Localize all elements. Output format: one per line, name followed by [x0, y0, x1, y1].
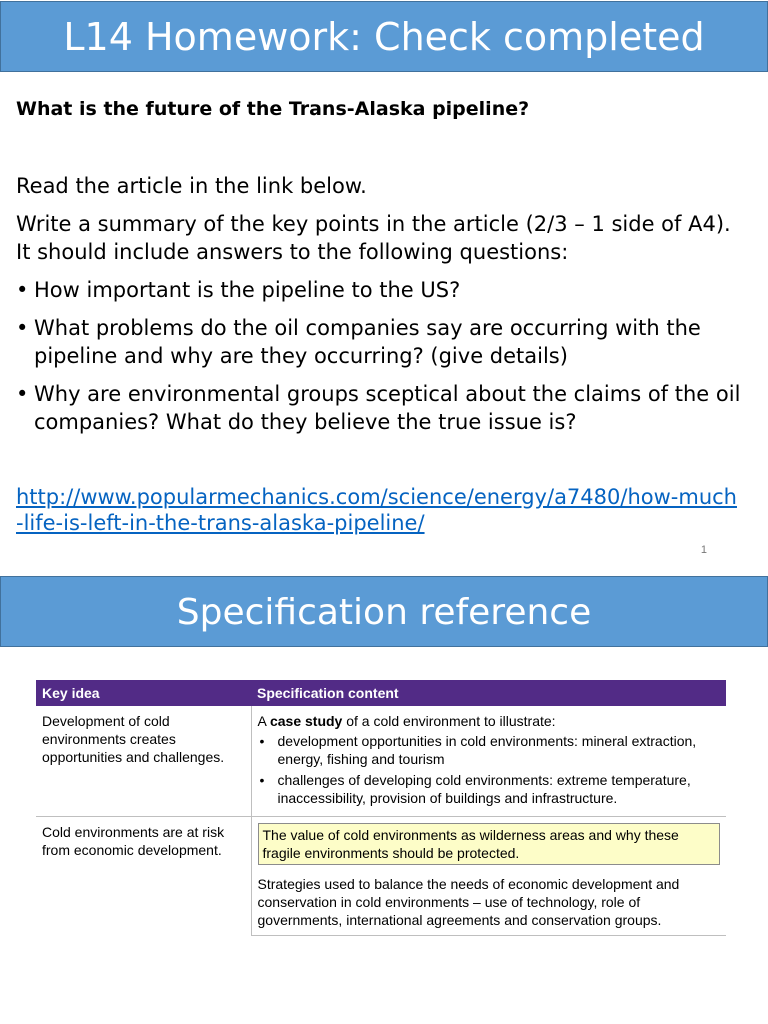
table-header-spec-content: Specification content — [251, 680, 726, 706]
slide-2 — [0, 576, 768, 1024]
list-item — [16, 380, 746, 436]
specification-table — [36, 680, 726, 936]
case-study-bold: case study — [269, 713, 343, 729]
spec-content-cell — [251, 817, 726, 870]
case-study-intro: A case study of a cold environment to illustrate: — [257, 713, 556, 729]
instruction-read: Read the article in the link below. — [16, 174, 367, 198]
homework-question: What is the future of the Trans-Alaska pipeline? — [16, 98, 530, 120]
list-item — [16, 314, 746, 370]
key-idea-cell: Development of cold environments creates opportunities and challenges. — [36, 706, 251, 817]
list-item-text: How important is the pipeline to the US? — [34, 278, 461, 302]
spec-content-cell — [251, 706, 726, 817]
bullet-icon: • — [259, 772, 265, 788]
list-item — [16, 276, 746, 304]
spec-bullet-list — [258, 732, 721, 807]
highlighted-content: The value of cold environments as wilderness areas and why these fragile environments should be protected. — [258, 823, 721, 865]
list-item-text: What problems do the oil companies say are occurring with the pipeline and why are they occurring? (give details) — [34, 316, 701, 368]
slide-title: L14 Homework: Check completed — [0, 1, 768, 72]
list-item: • challenges of developing cold environments: extreme temperature, inaccessibility, provision of buildings and infrastructure. — [259, 772, 691, 806]
table-header-key-idea: Key idea — [36, 680, 251, 706]
article-link[interactable]: http://www.popularmechanics.com/science/energy/a7480/how-much-life-is-left-in-the-trans-alaska-pipeline/ — [16, 485, 737, 535]
bullet-icon: • — [16, 278, 29, 302]
spec-content-cell: Strategies used to balance the needs of economic development and conservation in cold environments – use of technology, role of governments, international agreements and conservation groups. — [251, 869, 726, 936]
table-row — [36, 817, 726, 870]
slide-title: Specification reference — [0, 576, 768, 647]
bullet-icon: • — [259, 733, 265, 749]
key-idea-cell: Cold environments are at risk from economic development. — [36, 817, 251, 936]
list-item-text: Why are environmental groups sceptical about the claims of the oil companies? What do they believe the true issue is? — [34, 382, 741, 434]
page-number: 1 — [700, 544, 707, 556]
list-item: • development opportunities in cold environments: mineral extraction, energy, fishing and tourism — [259, 733, 697, 767]
bullet-icon: • — [16, 382, 29, 406]
instruction-write: Write a summary of the key points in the article (2/3 – 1 side of A4). It should include answers to the following questions: — [16, 212, 731, 264]
table-row — [36, 706, 726, 817]
question-list — [16, 276, 746, 446]
bullet-icon: • — [16, 316, 29, 340]
